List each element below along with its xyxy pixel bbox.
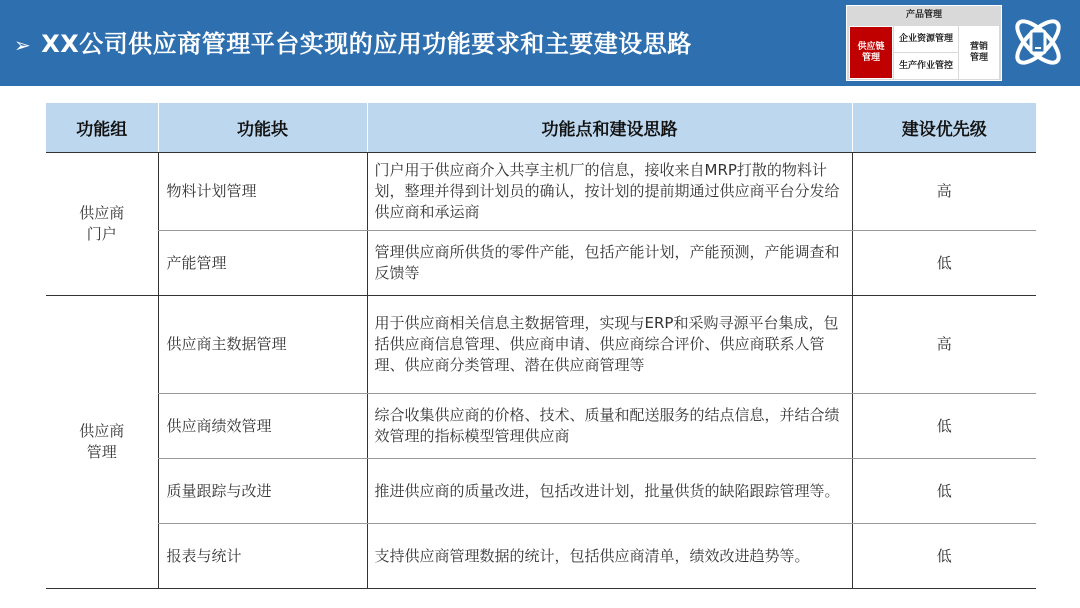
group-label: 供应商管理 bbox=[79, 422, 125, 461]
block-cell: 产能管理 bbox=[158, 231, 367, 296]
block-cell: 供应商绩效管理 bbox=[158, 394, 367, 459]
system-diagram bbox=[846, 5, 1002, 81]
header-priority: 建设优先级 bbox=[852, 103, 1036, 153]
table-row bbox=[46, 153, 1036, 231]
page-title bbox=[14, 24, 692, 59]
desc-cell: 用于供应商相关信息主数据管理，实现与ERP和采购寻源平台集成，包括供应商信息管理、供应商申请、供应商综合评价、供应商联系人管理、供应商分类管理、潜在供应商管理等 bbox=[367, 296, 852, 394]
group-cell-supplier-management bbox=[46, 296, 158, 589]
priority-cell: 低 bbox=[852, 524, 1036, 589]
header-function-points: 功能点和建设思路 bbox=[367, 103, 852, 153]
block-cell: 物料计划管理 bbox=[158, 153, 367, 231]
header-function-group: 功能组 bbox=[46, 103, 158, 153]
page-title-text: XX公司供应商管理平台实现的应用功能要求和主要建设思路 bbox=[41, 30, 692, 58]
table-row bbox=[46, 231, 1036, 296]
diagram-product-management: 产品管理 bbox=[905, 10, 942, 20]
table-row bbox=[46, 394, 1036, 459]
header-band bbox=[0, 0, 1080, 86]
desc-cell: 综合收集供应商的价格、技术、质量和配送服务的结点信息，并结合绩效管理的指标模型管理供应商 bbox=[367, 394, 852, 459]
group-label: 供应商门户 bbox=[79, 204, 125, 243]
priority-cell: 高 bbox=[852, 296, 1036, 394]
desc-cell: 支持供应商管理数据的统计，包括供应商清单，绩效改进趋势等。 bbox=[367, 524, 852, 589]
diagram-supply-chain-label: 供应链管理 bbox=[857, 41, 885, 63]
desc-cell: 管理供应商所供货的零件产能，包括产能计划，产能预测，产能调查和反馈等 bbox=[367, 231, 852, 296]
block-cell: 供应商主数据管理 bbox=[158, 296, 367, 394]
table-header-row bbox=[46, 103, 1036, 153]
priority-cell: 低 bbox=[852, 459, 1036, 524]
block-cell: 报表与统计 bbox=[158, 524, 367, 589]
group-cell-supplier-portal bbox=[46, 153, 158, 296]
requirements-table bbox=[46, 103, 1036, 589]
diagram-supply-chain-management bbox=[849, 26, 893, 79]
table-row bbox=[46, 459, 1036, 524]
diagram-mes: 生产作业管控 bbox=[894, 53, 958, 79]
desc-cell: 推进供应商的质量改进，包括改进计划，批量供货的缺陷跟踪管理等。 bbox=[367, 459, 852, 524]
priority-cell: 低 bbox=[852, 231, 1036, 296]
header-function-block: 功能块 bbox=[158, 103, 367, 153]
table-row bbox=[46, 524, 1036, 589]
diagram-marketing-label: 营销管理 bbox=[969, 41, 988, 63]
diagram-marketing bbox=[959, 26, 999, 79]
block-cell: 质量跟踪与改进 bbox=[158, 459, 367, 524]
priority-cell: 低 bbox=[852, 394, 1036, 459]
atom-document-icon bbox=[1008, 12, 1068, 72]
desc-cell: 门户用于供应商介入共享主机厂的信息，接收来自MRP打散的物料计划，整理并得到计划员的确认，按计划的提前期通过供应商平台分发给供应商和承运商 bbox=[367, 153, 852, 231]
diagram-erp: 企业资源管理 bbox=[894, 26, 958, 52]
priority-cell: 高 bbox=[852, 153, 1036, 231]
arrow-bullet-icon: ➢ bbox=[14, 33, 32, 57]
table-row bbox=[46, 296, 1036, 394]
